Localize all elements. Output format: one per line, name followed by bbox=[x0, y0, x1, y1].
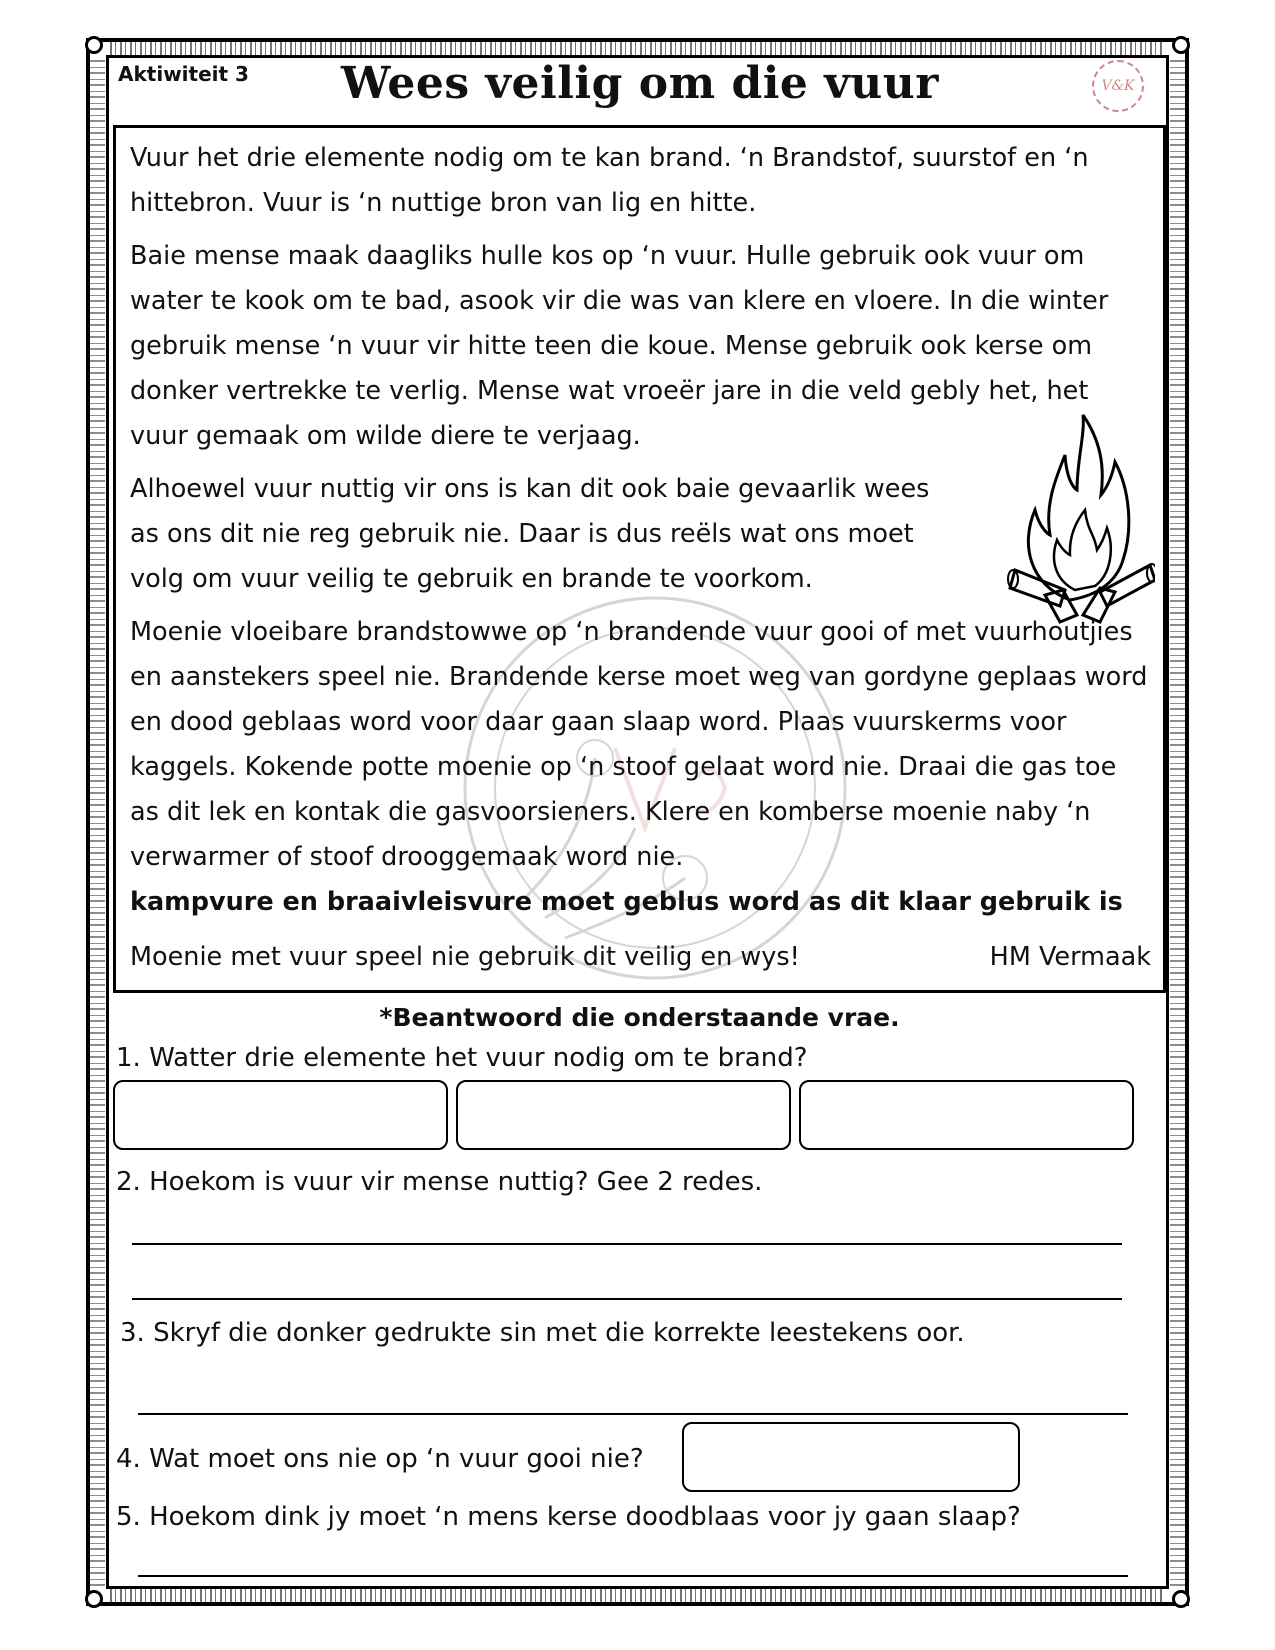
corner-knot bbox=[85, 1590, 103, 1608]
bottom-doodle-strip bbox=[110, 1587, 1165, 1604]
closing-row bbox=[130, 935, 1151, 980]
answer-box-element-2[interactable] bbox=[456, 1080, 791, 1150]
page-title: Wees veilig om die vuur bbox=[341, 58, 939, 109]
question-3: 3. Skryf die donker gedrukte sin met die korrekte leestekens oor. bbox=[120, 1318, 965, 1348]
answer-line-q2-2[interactable] bbox=[132, 1298, 1122, 1300]
answer-line-q3[interactable] bbox=[138, 1413, 1128, 1415]
right-doodle-strip bbox=[1170, 60, 1186, 1586]
author-name: HM Vermaak bbox=[989, 942, 1151, 972]
brand-logo bbox=[1092, 60, 1144, 112]
instruction-heading: *Beantwoord die onderstaande vrae. bbox=[379, 1003, 900, 1032]
corner-knot bbox=[1172, 1590, 1190, 1608]
answer-box-element-1[interactable] bbox=[113, 1080, 448, 1150]
answer-line-q5[interactable] bbox=[138, 1575, 1128, 1577]
question-2: 2. Hoekom is vuur vir mense nuttig? Gee 2 redes. bbox=[116, 1167, 763, 1197]
answer-box-q4[interactable] bbox=[682, 1422, 1020, 1492]
question-5: 5. Hoekom dink jy moet ‘n mens kerse doodblaas voor jy gaan slaap? bbox=[116, 1502, 1021, 1532]
question-4: 4. Wat moet ons nie op ‘n vuur gooi nie? bbox=[116, 1444, 644, 1474]
paragraph: Vuur het drie elemente nodig om te kan brand. ‘n Brandstof, suurstof en ‘n hittebron. Vuur is ‘n nuttige bron van lig en hitte. bbox=[130, 143, 1089, 218]
campfire-icon bbox=[1005, 410, 1155, 625]
corner-knot bbox=[1172, 36, 1190, 54]
paragraph: Alhoewel vuur nuttig vir ons is kan dit ook baie gevaarlik wees as ons dit nie reg gebruik nie. Daar is dus reëls wat ons moet volg om vuur veilig te gebruik en brande te voorkom. bbox=[130, 474, 930, 594]
answer-line-q2-1[interactable] bbox=[132, 1243, 1122, 1245]
logo-text: V&K bbox=[1101, 78, 1135, 94]
left-doodle-strip bbox=[89, 60, 105, 1586]
closing-line: Moenie met vuur speel nie gebruik dit veilig en wys! bbox=[130, 942, 800, 972]
paragraph: Baie mense maak daagliks hulle kos op ‘n vuur. Hulle gebruik ook vuur om water te kook om te bad, asook vir die was van klere en vloere. In die winter gebruik mense ‘n vuur vir hitte teen die koue. Mense gebruik ook kerse om donker vertrekke te verlig. Mense wat vroeër jare in die veld gebly het, het vuur gemaak om wilde diere te verjaag. bbox=[130, 241, 1109, 451]
corner-knot bbox=[85, 36, 103, 54]
bold-sentence: kampvure en braaivleisvure moet geblus word as dit klaar gebruik is bbox=[130, 887, 1123, 917]
answer-box-element-3[interactable] bbox=[799, 1080, 1134, 1150]
activity-label: Aktiwiteit 3 bbox=[118, 62, 249, 86]
question-1: 1. Watter drie elemente het vuur nodig om te brand? bbox=[116, 1043, 808, 1073]
paragraph: Moenie vloeibare brandstowwe op ‘n brandende vuur gooi of met vuurhoutjies en aanstekers speel nie. Brandende kerse moet weg van gordyne geplaas word en dood geblaas word voor daar gaan slaap word. Plaas vuurskerms voor kaggels. Kokende potte moenie op ‘n stoof gelaat word nie. Draai die gas toe as dit lek en kontak die gasvoorsieners. Klere en komberse moenie naby ‘n verwarmer of stoof drooggemaak word nie. bbox=[130, 617, 1148, 872]
